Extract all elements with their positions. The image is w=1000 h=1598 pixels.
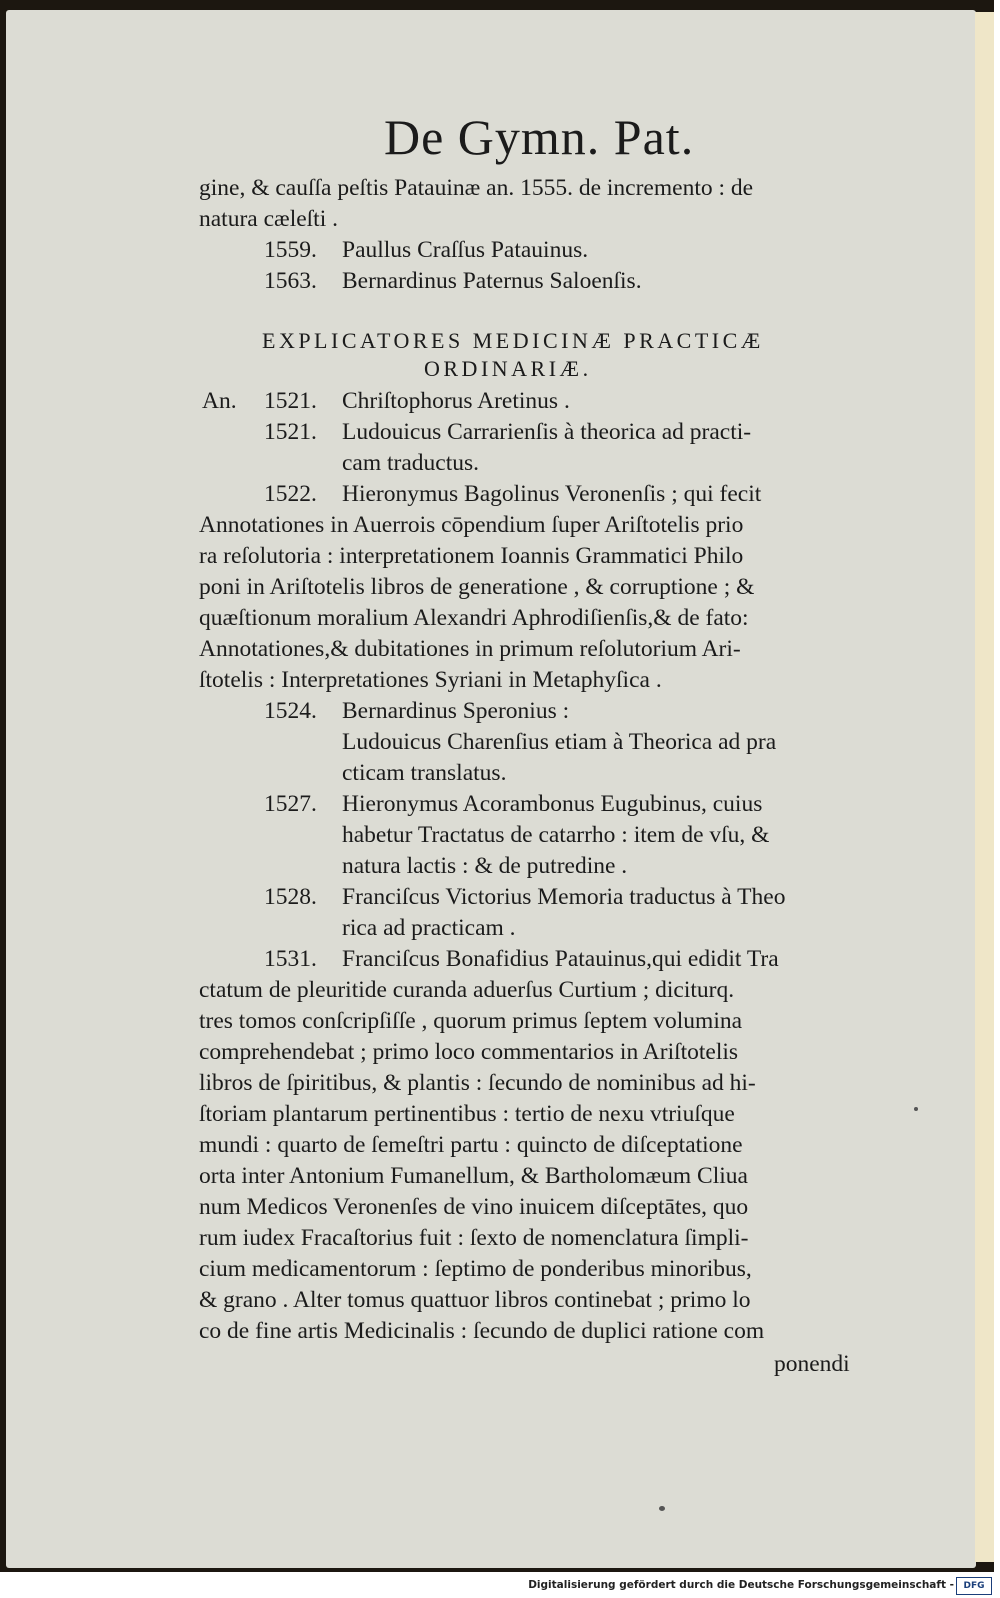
paper-speck [914, 1107, 918, 1111]
text-line: Hieronymus Bagolinus Veronenſis ; qui fecit [342, 481, 762, 507]
text-line: habetur Tractatus de catarrho : item de vſu, & [342, 822, 770, 848]
section-heading: ORDINARIÆ. [424, 356, 592, 381]
text-line: Annotationes in Auerrois cōpendium ſuper Ariſtotelis prio [199, 512, 744, 538]
text-line: rica ad practicam . [342, 915, 516, 941]
text-line: rum iudex Fracaſtorius fuit : ſexto de nomenclatura ſimpli- [199, 1225, 749, 1251]
text-line: Bernardinus Speronius : [342, 698, 570, 724]
year-label: 1559. [264, 237, 317, 263]
text-line: Chriſtophorus Aretinus . [342, 388, 570, 414]
section-heading: EXPLICATORES MEDICINÆ PRACTICÆ [262, 328, 764, 353]
dfg-logo: DFG [956, 1577, 992, 1595]
year-label: 1524. [264, 698, 317, 724]
text-line: mundi : quarto de ſemeſtri partu : quincto de diſceptatione [199, 1132, 743, 1158]
page [6, 10, 976, 1568]
text-line: ra reſolutoria : interpretationem Ioannis Grammatici Philo [199, 543, 744, 569]
text-line: Annotationes,& dubitationes in primum reſolutorium Ari- [199, 636, 741, 662]
text-line: & grano . Alter tomus quattuor libros continebat ; primo lo [199, 1287, 751, 1313]
text-line: ſtotelis : Interpretationes Syriani in Metaphyſica . [199, 667, 662, 693]
text-line: co de fine artis Medicinalis : ſecundo de duplici ratione com [199, 1318, 765, 1344]
text-line: num Medicos Veronenſes de vino inuicem diſceptātes, quo [199, 1194, 749, 1220]
text-line: Franciſcus Bonafidius Patauinus,qui edidit Tra [342, 946, 779, 972]
catchword: ponendi [774, 1351, 850, 1377]
year-label: 1521. [264, 419, 317, 445]
text-line: Paullus Craſſus Patauinus. [342, 237, 589, 263]
text-line: Ludouicus Carrarienſis à theorica ad practi- [342, 419, 752, 445]
funding-credit: Digitalisierung gefördert durch die Deutsche Forschungsgemeinschaft - [528, 1579, 954, 1591]
text-line: libros de ſpiritibus, & plantis : ſecundo de nominibus ad hi- [199, 1070, 756, 1096]
text-line: Bernardinus Paternus Saloenſis. [342, 268, 642, 294]
year-label: 1521. [264, 388, 317, 414]
page-edge [975, 12, 994, 1562]
text-line: cam traductus. [342, 450, 480, 476]
text-line: natura lactis : & de putredine . [342, 853, 628, 879]
text-line: tres tomos conſcripſiſſe , quorum primus ſeptem volumina [199, 1008, 743, 1034]
year-label: 1531. [264, 946, 317, 972]
paper-speck [659, 1506, 665, 1511]
year-label: 1563. [264, 268, 317, 294]
text-line: natura cæleſti . [199, 206, 338, 232]
year-label: 1522. [264, 481, 317, 507]
year-label: 1528. [264, 884, 317, 910]
text-line: comprehendebat ; primo loco commentarios in Ariſtotelis [199, 1039, 739, 1065]
text-line: quæſtionum moralium Alexandri Aphrodiſienſis,& de fato: [199, 605, 749, 631]
an-prefix: An. [202, 388, 237, 414]
text-line: Franciſcus Victorius Memoria traductus à Theo [342, 884, 786, 910]
text-line: ctatum de pleuritide curanda aduerſus Curtium ; diciturq. [199, 977, 735, 1003]
year-label: 1527. [264, 791, 317, 817]
text-line: ſtoriam plantarum pertinentibus : tertio de nexu vtriuſque [199, 1101, 735, 1127]
running-header: De Gymn. Pat. [384, 109, 695, 165]
text-line: Ludouicus Charenſius etiam à Theorica ad pra [342, 729, 777, 755]
text-line: cium medicamentorum : ſeptimo de ponderibus minoribus, [199, 1256, 752, 1282]
text-line: cticam translatus. [342, 760, 507, 786]
text-line: Hieronymus Acorambonus Eugubinus, cuius [342, 791, 763, 817]
text-line: poni in Ariſtotelis libros de generatione , & corruptione ; & [199, 574, 755, 600]
page-content [6, 10, 976, 1568]
text-line: orta inter Antonium Fumanellum, & Bartholomæum Cliua [199, 1163, 748, 1189]
text-line: gine, & cauſſa peſtis Patauinæ an. 1555. de incremento : de [199, 175, 754, 201]
